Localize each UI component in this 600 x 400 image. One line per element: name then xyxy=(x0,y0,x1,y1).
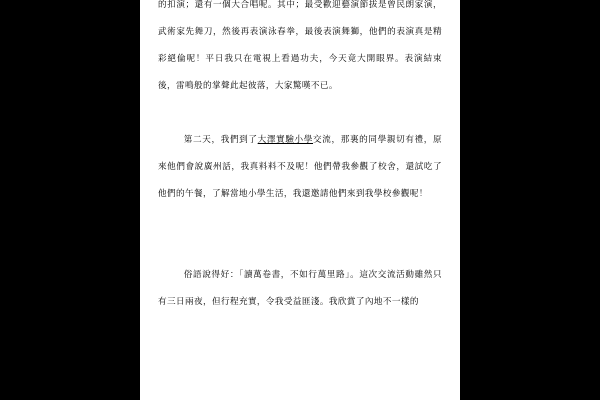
paragraph-2-text-part-2: 交流，那裏的同學親切有禮，原來他們會說廣州話，我真料料不及呢！他們帶我參觀了校舍，還試吃了他們的午餐，了解當地小學生活，我還邀請他們來到我學校參觀呢！ xyxy=(158,135,443,199)
school-name-underlined: 大澤實驗小學 xyxy=(257,135,314,145)
paragraph-spacer-3 xyxy=(158,235,442,262)
paragraph-3 xyxy=(158,262,442,316)
paragraph-2-text-part-1: 第二天，我們到了 xyxy=(183,135,258,145)
document-body xyxy=(158,0,442,316)
paragraph-1 xyxy=(158,0,442,100)
document-page xyxy=(140,0,460,400)
paragraph-1-text: 的扣演；還有一個大合唱呢。其中；最受歡迎藝演節拔是曾民朗家演，武術家先舞刀，然後再表演泳春拳，最後表演舞獅，他們的表演真是精彩絕倫呢！平日我只在電視上看過功夫，今天竟大開眼界。表演結束後，雷鳴般的掌聲此起彼落，大家驚嘆不已。 xyxy=(158,0,442,91)
paragraph-3-text: 俗語說得好：「讀萬卷書，不如行萬里路」。這次交流活動雖然只有三日兩夜，但行程充實，令我受益匪淺。我欣賞了內地不一樣的 xyxy=(158,270,442,307)
paragraph-2 xyxy=(158,127,442,208)
paragraph-spacer-2 xyxy=(158,208,442,235)
paragraph-spacer-1 xyxy=(158,100,442,127)
